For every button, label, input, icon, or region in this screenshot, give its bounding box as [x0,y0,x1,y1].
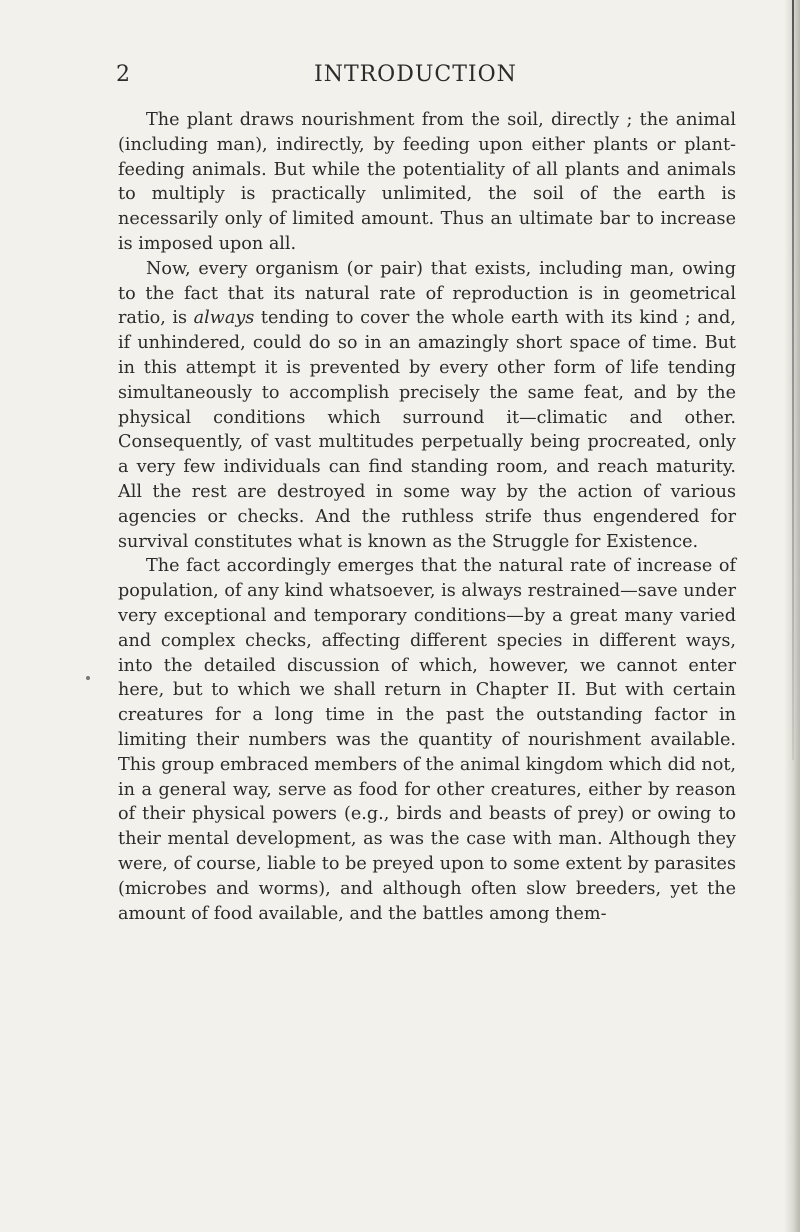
page-number: 2 [116,62,131,87]
paragraph-1: The plant draws nourishment from the soil, directly ; the animal (including man), indirectly, by feeding upon either plants or plant-feeding animals. But while the potentiality of all plants and animals to multiply is practically unlimited, the soil of the earth is necessarily only of limited amount. Thus an ultimate bar to increase is imposed upon all. [118,110,736,254]
ink-speck [86,676,90,680]
paragraph-2 [118,257,736,555]
paragraph-2-italic-word: always [193,308,255,329]
paragraph-3: The fact accordingly emerges that the natural rate of increase of population, of any kind whatsoever, is always restrained—save under very exceptional and temporary conditions—by a great many varied and complex checks, affecting different species in different ways, into the detailed discussion of which, however, we cannot enter here, but to which we shall return in Chapter II. But with certain creatures for a long time in the past the outstanding factor in limiting their numbers was the quantity of nourishment available. This group embraced members of the animal kingdom which did not, in a general way, serve as food for other creatures, either by reason of their physical powers (e.g., birds and beasts of prey) or owing to their mental development, as was the case with man. Although they were, of course, liable to be preyed upon to some extent by parasites (microbes and worms), and although often slow breeders, yet the amount of food available, and the battles among them- [118,556,736,924]
body-text [118,108,736,926]
paragraph-2-part-1: Now, every organism (or pair) that exists, including man, owing to the fact that its natural rate of reproduction is in geometrical ratio, is [118,258,736,329]
page-header [116,62,744,92]
running-title: INTRODUCTION [314,62,517,87]
paragraph-2-part-2: tending to cover the whole earth with its kind ; and, if unhindered, could do so in an amazingly short space of time. But in this attempt it is prevented by every other form of life tending simultaneously to accomplish precisely the same feat, and by the physical conditions which surround it—climatic and other. Consequently, of vast multitudes perpetually being procreated, only a very few individuals can find standing room, and reach maturity. All the rest are destroyed in some way by the action of various agencies or checks. And the ruthless strife thus engendered for survival constitutes what is known as the Struggle for Existence. [118,308,736,552]
page-binding-line [792,0,794,760]
